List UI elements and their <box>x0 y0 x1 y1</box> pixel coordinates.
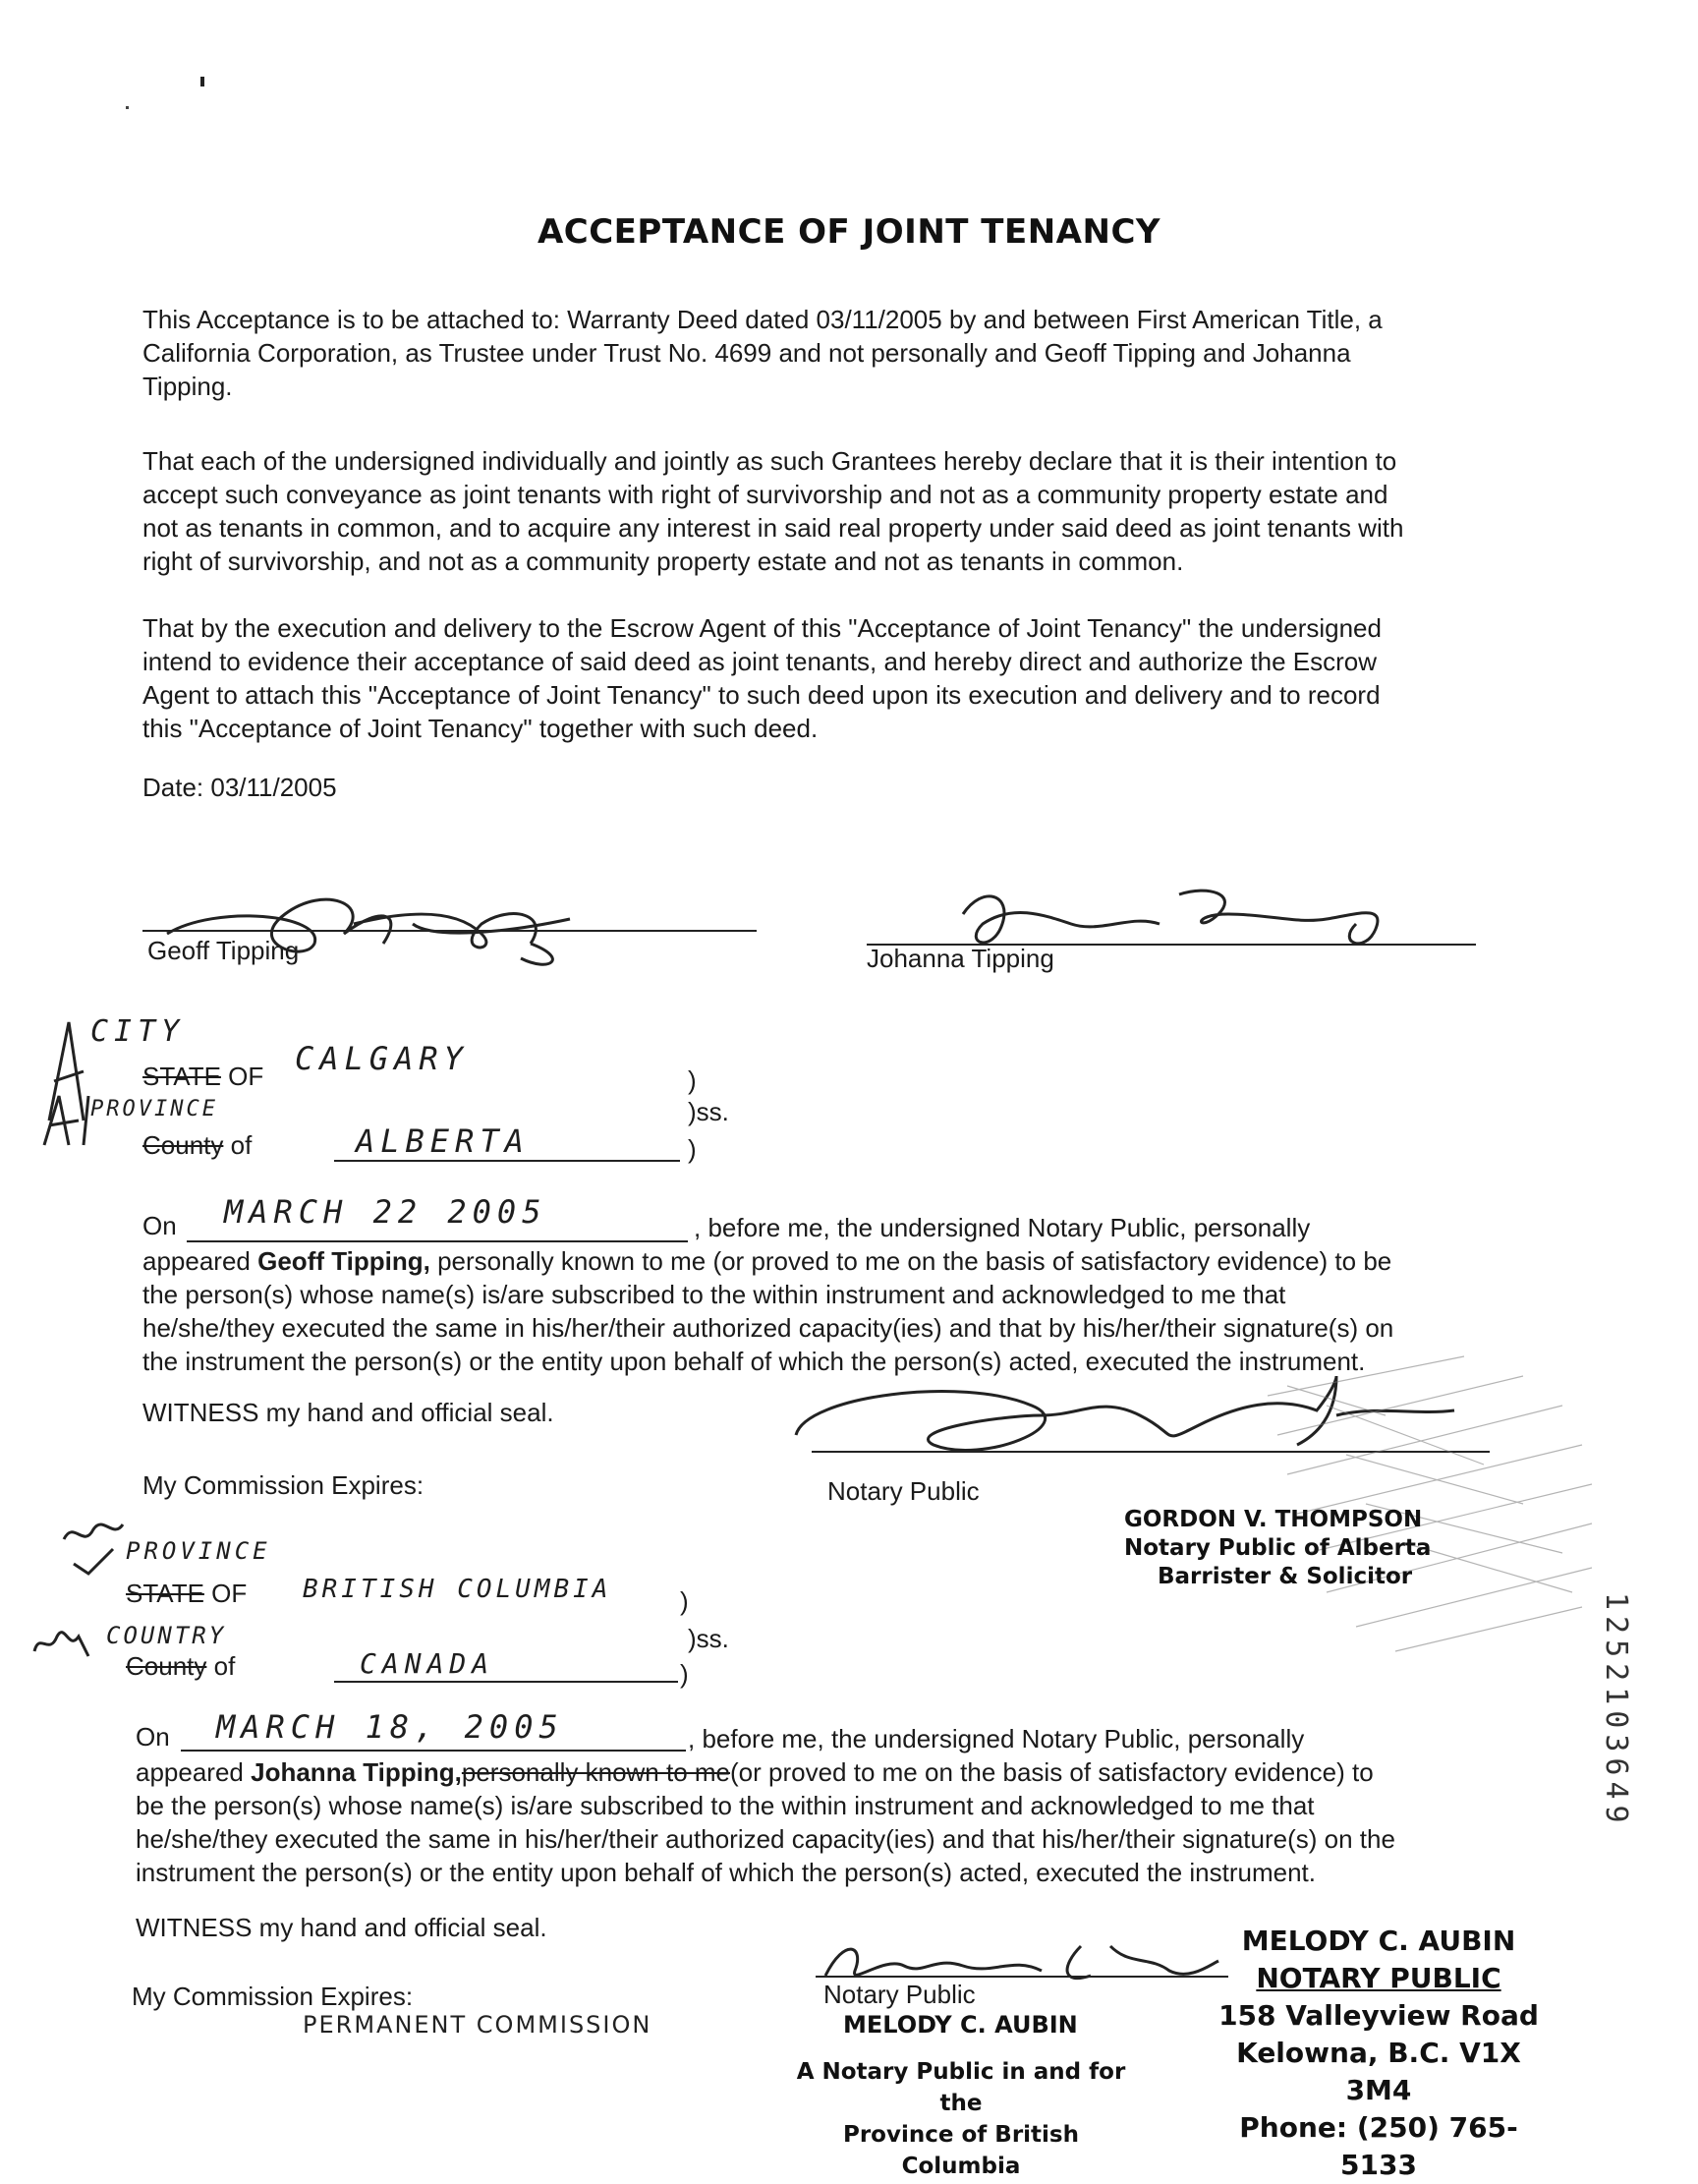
stamp-line: NOTARY PUBLIC <box>1256 1962 1501 1994</box>
paragraph-line: California Corporation, as Trustee under Trust No. 4699 and not personally and Geoff Tipping and Johanna <box>142 338 1351 368</box>
stamp-hatching <box>1268 1356 1602 1651</box>
signer-name-geoff: Geoff Tipping <box>147 936 300 965</box>
handwritten-city: CITY <box>90 1014 186 1049</box>
ack-text-line: the person(s) whose name(s) is/are subscribed to the within instrument and acknowledged to me that <box>142 1280 1286 1309</box>
stamp-line: Barrister & Solicitor <box>1158 1564 1413 1589</box>
county-row-1 <box>142 1128 252 1162</box>
struck-known: personally known to me <box>461 1757 731 1787</box>
handwritten-country: COUNTRY <box>106 1622 227 1649</box>
ack-text-line: personally known to me (or proved to me on the basis of satisfactory evidence) to be <box>437 1246 1392 1276</box>
appeared-line-2 <box>136 1755 1374 1789</box>
ack-text-line: , before me, the undersigned Notary Public, personally <box>694 1213 1311 1242</box>
stamp-line: Kelowna, B.C. V1X 3M4 <box>1236 2037 1521 2106</box>
date-line-1 <box>187 1240 688 1242</box>
handwritten-province: PROVINCE <box>90 1097 218 1121</box>
ss-label: )ss. <box>688 1624 729 1653</box>
stamp-line: A Notary Public in and for the <box>796 2059 1126 2116</box>
state-row-2 <box>126 1577 247 1610</box>
handwritten-county-value: ALBERTA <box>356 1122 530 1160</box>
paren: ) <box>680 1586 689 1616</box>
signature-geoff <box>157 865 609 973</box>
county-struck: County <box>142 1130 224 1160</box>
paragraph-line: This Acceptance is to be attached to: Warranty Deed dated 03/11/2005 by and between First American Title, a <box>142 305 1383 334</box>
ack-text-line: instrument the person(s) or the entity upon behalf of which the person(s) acted, executed the instrument. <box>136 1858 1316 1887</box>
stray-mark <box>126 106 129 109</box>
notary-label-2: Notary Public <box>823 1980 976 2009</box>
county-struck: County <box>126 1651 207 1681</box>
of-label: of <box>213 1651 236 1681</box>
paragraph-line: Tipping. <box>142 372 233 401</box>
handwritten-mark <box>39 1091 98 1150</box>
paragraph-line: right of survivorship, and not as a community property estate and not as tenants in common. <box>142 546 1184 576</box>
ack-text-line: be the person(s) whose name(s) is/are subscribed to the within instrument and acknowledged to me that <box>136 1791 1315 1820</box>
commission-text-2: My Commission Expires: <box>132 1982 414 2011</box>
stray-mark <box>200 77 204 86</box>
ack-text-line: he/she/they executed the same in his/her/their authorized capacity(ies) and that by his/her/their signature(s) on <box>142 1313 1394 1343</box>
stamp-line: Phone: (250) 765-5133 <box>1239 2111 1518 2181</box>
paragraph-line: not as tenants in common, and to acquire any interest in said real property under said deed as joint tenants with <box>142 513 1404 543</box>
appeared-name: Geoff Tipping, <box>257 1246 430 1276</box>
ack-text-line: he/she/they executed the same in his/her/their authorized capacity(ies) and that his/her/their signature(s) on the <box>136 1824 1395 1854</box>
of-label: OF <box>228 1062 264 1091</box>
paragraph-line: That by the execution and delivery to the Escrow Agent of this "Acceptance of Joint Tenancy" the undersigned <box>142 613 1382 643</box>
paragraph-line: accept such conveyance as joint tenants with right of survivorship and not as a community property estate and <box>142 480 1388 509</box>
state-struck: STATE <box>142 1062 221 1091</box>
county-line-1 <box>334 1160 680 1162</box>
paragraph-intention <box>142 444 1538 578</box>
witness-text: WITNESS my hand and official seal. <box>136 1913 547 1942</box>
paren: ) <box>688 1134 697 1164</box>
paragraph-line: intend to evidence their acceptance of said deed as joint tenants, and hereby direct and authorize the Escrow <box>142 647 1378 676</box>
stamp-aubin-right <box>1217 1923 1541 2184</box>
signature-johanna <box>943 875 1415 963</box>
ack-text-line: , before me, the undersigned Notary Public, personally <box>688 1724 1305 1753</box>
commission-value: PERMANENT COMMISSION <box>303 2011 652 2039</box>
signer-name-johanna: Johanna Tipping <box>867 944 1054 973</box>
appeared-name: Johanna Tipping, <box>251 1757 462 1787</box>
state-struck: STATE <box>126 1579 204 1608</box>
appeared-line-1 <box>142 1244 1391 1278</box>
county-line-2 <box>334 1681 678 1683</box>
ack-text-line: (or proved to me on the basis of satisfactory evidence) to <box>730 1757 1374 1787</box>
handwritten-province: PROVINCE <box>126 1537 271 1565</box>
handwritten-mark <box>29 1622 108 1661</box>
handwritten-state-value: CALGARY <box>295 1040 469 1077</box>
paragraph-escrow <box>142 611 1538 745</box>
paren: ) <box>680 1659 689 1689</box>
on-label: On <box>136 1722 170 1752</box>
document-date: Date: 03/11/2005 <box>142 773 337 802</box>
notary-label-1: Notary Public <box>827 1476 980 1506</box>
paren: ) <box>688 1065 697 1095</box>
stamp-line: MELODY C. AUBIN <box>1241 1925 1516 1957</box>
paragraph-line: this "Acceptance of Joint Tenancy" together with such deed. <box>142 714 819 743</box>
margin-code: 1252103649 <box>1599 1592 1633 1829</box>
state-row-1 <box>142 1060 263 1093</box>
handwritten-state-value: BRITISH COLUMBIA <box>303 1575 612 1604</box>
county-row-2 <box>126 1649 235 1683</box>
date-line-2 <box>181 1750 686 1752</box>
of-label: OF <box>211 1579 248 1608</box>
ss-label: )ss. <box>688 1097 729 1126</box>
stamp-aubin <box>784 2056 1138 2182</box>
paragraph-line: That each of the undersigned individually and jointly as such Grantees hereby declare that it is their intention to <box>142 446 1397 476</box>
stamp-aubin-name: MELODY C. AUBIN <box>843 2011 1078 2039</box>
stamp-line: Notary Public of Alberta <box>1124 1535 1432 1561</box>
appeared-label: appeared <box>136 1757 244 1787</box>
stamp-thompson <box>1124 1506 1431 1591</box>
paragraph-line: Agent to attach this "Acceptance of Joint Tenancy" to such deed upon its execution and delivery and to record <box>142 680 1381 710</box>
ack-text-line: the instrument the person(s) or the entity upon behalf of which the person(s) acted, executed the instrument. <box>142 1347 1366 1376</box>
handwritten-county-value: CANADA <box>360 1647 495 1680</box>
commission-text-1: My Commission Expires: <box>142 1470 424 1500</box>
appeared-label: appeared <box>142 1246 251 1276</box>
witness-text: WITNESS my hand and official seal. <box>142 1398 554 1427</box>
stamp-line: Province of British Columbia <box>842 2122 1079 2179</box>
document-title: ACCEPTANCE OF JOINT TENANCY <box>537 212 1161 252</box>
handwritten-date-1: MARCH 22 2005 <box>224 1193 547 1231</box>
stamp-line: 158 Valleyview Road <box>1218 1999 1539 2032</box>
on-label: On <box>142 1211 177 1240</box>
stamp-line: GORDON V. THOMPSON <box>1124 1507 1423 1532</box>
paragraph-attachment <box>142 303 1538 403</box>
handwritten-mark <box>59 1510 133 1579</box>
handwritten-date-2: MARCH 18, 2005 <box>216 1708 564 1746</box>
of-label: of <box>230 1130 253 1160</box>
